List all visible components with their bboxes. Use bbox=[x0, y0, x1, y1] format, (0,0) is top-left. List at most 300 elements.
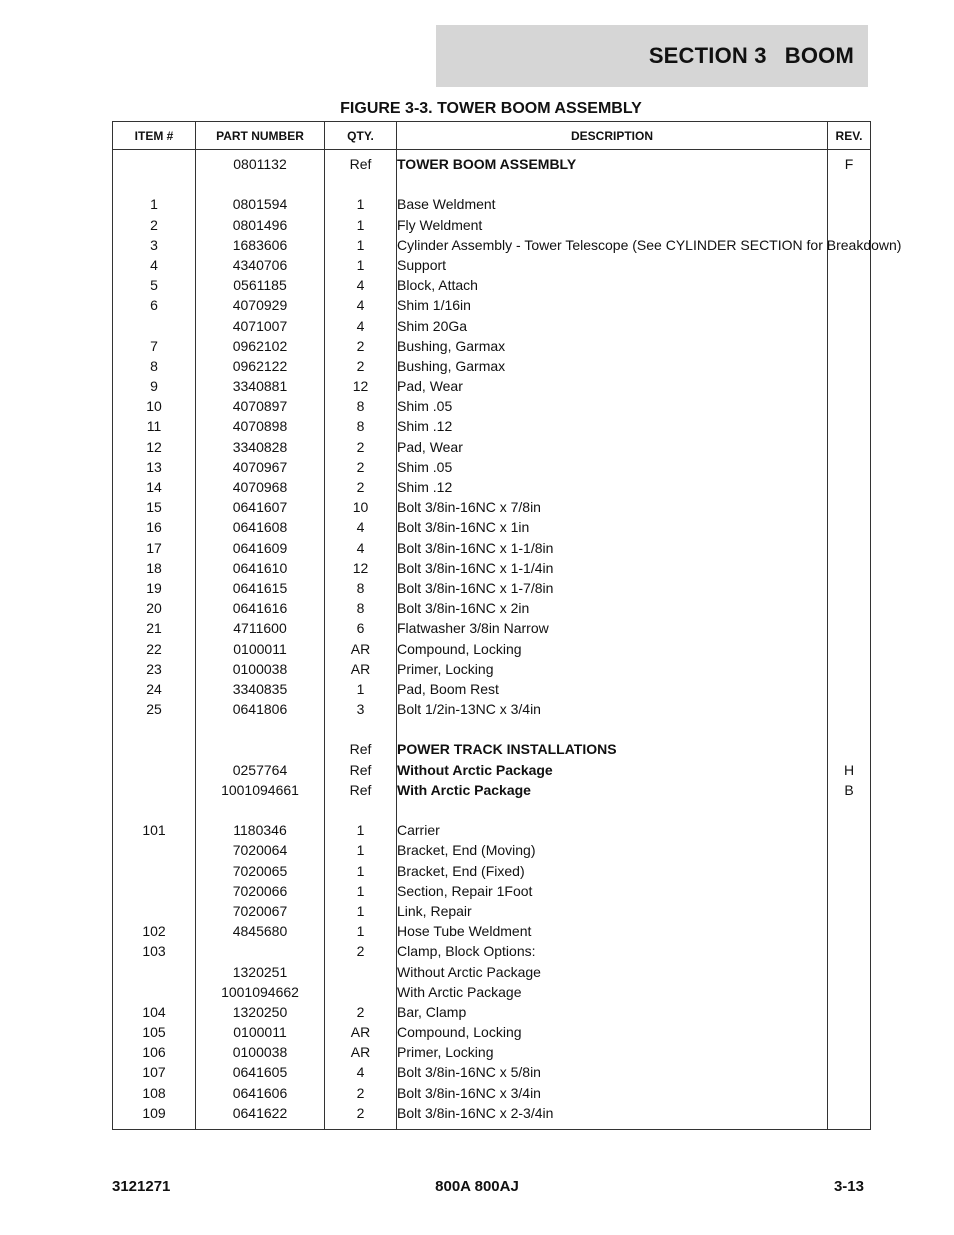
column-header-item: ITEM # bbox=[113, 122, 196, 150]
part-number-cell: 1320250 bbox=[196, 1004, 325, 1024]
revision-cell bbox=[828, 257, 871, 277]
table-row bbox=[113, 701, 871, 721]
quantity-cell: 4 bbox=[325, 1064, 397, 1084]
revision-cell bbox=[828, 560, 871, 580]
description-cell: Bolt 3/8in-16NC x 1-1/4in bbox=[397, 560, 828, 580]
table-row bbox=[113, 540, 871, 560]
part-number-cell: 3340828 bbox=[196, 439, 325, 459]
item-number-cell: 12 bbox=[113, 439, 196, 459]
table-row bbox=[113, 1085, 871, 1105]
table-row bbox=[113, 318, 871, 338]
item-number-cell: 20 bbox=[113, 600, 196, 620]
part-number-cell: 7020067 bbox=[196, 903, 325, 923]
table-row bbox=[113, 398, 871, 418]
revision-cell bbox=[828, 499, 871, 519]
description-cell: Shim .05 bbox=[397, 459, 828, 479]
part-number-cell: 0100038 bbox=[196, 1044, 325, 1064]
revision-cell bbox=[828, 721, 871, 741]
item-number-cell bbox=[113, 802, 196, 822]
table-row bbox=[113, 741, 871, 761]
parts-table bbox=[112, 121, 902, 1130]
table-row bbox=[113, 560, 871, 580]
item-number-cell: 3 bbox=[113, 237, 196, 257]
part-number-cell: 0641622 bbox=[196, 1105, 325, 1130]
table-row bbox=[113, 418, 871, 438]
quantity-cell: 2 bbox=[325, 1085, 397, 1105]
description-cell: Section, Repair 1Foot bbox=[397, 883, 828, 903]
table-row bbox=[113, 150, 871, 177]
table-row bbox=[113, 1024, 871, 1044]
quantity-cell: Ref bbox=[325, 782, 397, 802]
quantity-cell: 8 bbox=[325, 580, 397, 600]
table-row bbox=[113, 439, 871, 459]
description-cell: Bracket, End (Moving) bbox=[397, 842, 828, 862]
revision-cell bbox=[828, 277, 871, 297]
description-cell: Bolt 3/8in-16NC x 7/8in bbox=[397, 499, 828, 519]
quantity-cell: 4 bbox=[325, 297, 397, 317]
revision-cell bbox=[828, 580, 871, 600]
item-number-cell: 21 bbox=[113, 620, 196, 640]
table-row bbox=[113, 358, 871, 378]
item-number-cell bbox=[113, 984, 196, 1004]
table-row bbox=[113, 217, 871, 237]
part-number-cell: 0641606 bbox=[196, 1085, 325, 1105]
quantity-cell: 6 bbox=[325, 620, 397, 640]
table-row bbox=[113, 1004, 871, 1024]
part-number-cell: 1001094662 bbox=[196, 984, 325, 1004]
quantity-cell: 12 bbox=[325, 378, 397, 398]
table-row bbox=[113, 964, 871, 984]
table-row bbox=[113, 277, 871, 297]
quantity-cell: 1 bbox=[325, 196, 397, 216]
quantity-cell: 4 bbox=[325, 277, 397, 297]
quantity-cell: 1 bbox=[325, 237, 397, 257]
section-number: SECTION 3 bbox=[648, 43, 767, 68]
table-row bbox=[113, 257, 871, 277]
quantity-cell: 4 bbox=[325, 519, 397, 539]
table-row bbox=[113, 802, 871, 822]
description-cell: With Arctic Package bbox=[397, 984, 828, 1004]
quantity-cell: 8 bbox=[325, 600, 397, 620]
revision-cell bbox=[828, 984, 871, 1004]
revision-cell bbox=[828, 1024, 871, 1044]
item-number-cell: 8 bbox=[113, 358, 196, 378]
revision-cell bbox=[828, 519, 871, 539]
part-number-cell: 3340881 bbox=[196, 378, 325, 398]
item-number-cell: 109 bbox=[113, 1105, 196, 1130]
item-number-cell bbox=[113, 883, 196, 903]
item-number-cell bbox=[113, 762, 196, 782]
quantity-cell: Ref bbox=[325, 762, 397, 782]
quantity-cell: 1 bbox=[325, 257, 397, 277]
description-cell: Fly Weldment bbox=[397, 217, 828, 237]
part-number-cell bbox=[196, 176, 325, 196]
description-cell: Primer, Locking bbox=[397, 661, 828, 681]
item-number-cell: 106 bbox=[113, 1044, 196, 1064]
quantity-cell: 4 bbox=[325, 540, 397, 560]
revision-cell bbox=[828, 842, 871, 862]
revision-cell bbox=[828, 217, 871, 237]
revision-cell bbox=[828, 418, 871, 438]
quantity-cell: 2 bbox=[325, 338, 397, 358]
description-cell: Pad, Wear bbox=[397, 378, 828, 398]
description-cell: Link, Repair bbox=[397, 903, 828, 923]
part-number-cell bbox=[196, 741, 325, 761]
revision-cell bbox=[828, 479, 871, 499]
item-number-cell: 6 bbox=[113, 297, 196, 317]
part-number-cell: 4070967 bbox=[196, 459, 325, 479]
item-number-cell: 25 bbox=[113, 701, 196, 721]
item-number-cell bbox=[113, 863, 196, 883]
description-cell: Shim .05 bbox=[397, 398, 828, 418]
revision-cell bbox=[828, 802, 871, 822]
revision-cell bbox=[828, 459, 871, 479]
revision-cell bbox=[828, 338, 871, 358]
revision-cell bbox=[828, 822, 871, 842]
description-cell: Primer, Locking bbox=[397, 1044, 828, 1064]
quantity-cell: 1 bbox=[325, 681, 397, 701]
part-number-cell: 0641605 bbox=[196, 1064, 325, 1084]
part-number-cell: 1683606 bbox=[196, 237, 325, 257]
part-number-cell: 1180346 bbox=[196, 822, 325, 842]
item-number-cell: 105 bbox=[113, 1024, 196, 1044]
quantity-cell: 2 bbox=[325, 479, 397, 499]
item-number-cell: 101 bbox=[113, 822, 196, 842]
quantity-cell: 1 bbox=[325, 842, 397, 862]
part-number-cell: 4711600 bbox=[196, 620, 325, 640]
quantity-cell: Ref bbox=[325, 150, 397, 177]
revision-cell bbox=[828, 1064, 871, 1084]
revision-cell bbox=[828, 600, 871, 620]
description-cell: Pad, Wear bbox=[397, 439, 828, 459]
description-cell: Bolt 3/8in-16NC x 1-1/8in bbox=[397, 540, 828, 560]
table-row bbox=[113, 297, 871, 317]
item-number-cell: 13 bbox=[113, 459, 196, 479]
table-row bbox=[113, 459, 871, 479]
description-cell: Flatwasher 3/8in Narrow bbox=[397, 620, 828, 640]
quantity-cell: 4 bbox=[325, 318, 397, 338]
table-row bbox=[113, 762, 871, 782]
item-number-cell: 107 bbox=[113, 1064, 196, 1084]
description-cell: Support bbox=[397, 257, 828, 277]
part-number-cell: 1001094661 bbox=[196, 782, 325, 802]
quantity-cell bbox=[325, 802, 397, 822]
revision-cell bbox=[828, 1105, 871, 1130]
description-cell: Bushing, Garmax bbox=[397, 358, 828, 378]
table-row bbox=[113, 378, 871, 398]
revision-cell bbox=[828, 701, 871, 721]
table-row bbox=[113, 479, 871, 499]
revision-cell bbox=[828, 297, 871, 317]
description-cell: Shim 1/16in bbox=[397, 297, 828, 317]
item-number-cell: 24 bbox=[113, 681, 196, 701]
revision-cell bbox=[828, 1085, 871, 1105]
quantity-cell: 2 bbox=[325, 439, 397, 459]
revision-cell: H bbox=[828, 762, 871, 782]
part-number-cell: 3340835 bbox=[196, 681, 325, 701]
quantity-cell: 2 bbox=[325, 1105, 397, 1130]
quantity-cell bbox=[325, 176, 397, 196]
part-number-cell: 0257764 bbox=[196, 762, 325, 782]
description-cell: Bolt 3/8in-16NC x 1-7/8in bbox=[397, 580, 828, 600]
part-number-cell: 0100011 bbox=[196, 641, 325, 661]
item-number-cell bbox=[113, 964, 196, 984]
quantity-cell: 1 bbox=[325, 883, 397, 903]
part-number-cell: 0641608 bbox=[196, 519, 325, 539]
revision-cell bbox=[828, 620, 871, 640]
quantity-cell: 1 bbox=[325, 903, 397, 923]
item-number-cell: 18 bbox=[113, 560, 196, 580]
footer-publication-number: 3121271 bbox=[112, 1178, 171, 1195]
quantity-cell: 1 bbox=[325, 217, 397, 237]
part-number-cell: 4071007 bbox=[196, 318, 325, 338]
table-row bbox=[113, 883, 871, 903]
section-title: BOOM bbox=[784, 43, 854, 68]
description-cell: Shim 20Ga bbox=[397, 318, 828, 338]
item-number-cell bbox=[113, 842, 196, 862]
table-row bbox=[113, 176, 871, 196]
item-number-cell: 103 bbox=[113, 943, 196, 963]
part-number-cell bbox=[196, 943, 325, 963]
table-row bbox=[113, 822, 871, 842]
part-number-cell: 0641616 bbox=[196, 600, 325, 620]
part-number-cell: 0100011 bbox=[196, 1024, 325, 1044]
item-number-cell: 1 bbox=[113, 196, 196, 216]
item-number-cell bbox=[113, 782, 196, 802]
quantity-cell: 8 bbox=[325, 398, 397, 418]
table-row bbox=[113, 782, 871, 802]
revision-cell bbox=[828, 883, 871, 903]
table-row bbox=[113, 1105, 871, 1130]
table-row bbox=[113, 237, 871, 257]
quantity-cell: 10 bbox=[325, 499, 397, 519]
description-cell: Compound, Locking bbox=[397, 641, 828, 661]
item-number-cell: 23 bbox=[113, 661, 196, 681]
column-header-description: DESCRIPTION bbox=[397, 122, 828, 150]
revision-cell bbox=[828, 741, 871, 761]
description-cell: Bolt 3/8in-16NC x 3/4in bbox=[397, 1085, 828, 1105]
part-number-cell: 4845680 bbox=[196, 923, 325, 943]
description-cell: POWER TRACK INSTALLATIONS bbox=[397, 741, 828, 761]
description-cell: Shim .12 bbox=[397, 479, 828, 499]
item-number-cell: 14 bbox=[113, 479, 196, 499]
part-number-cell: 4070898 bbox=[196, 418, 325, 438]
item-number-cell: 4 bbox=[113, 257, 196, 277]
part-number-cell: 4070897 bbox=[196, 398, 325, 418]
description-cell: Carrier bbox=[397, 822, 828, 842]
item-number-cell: 2 bbox=[113, 217, 196, 237]
quantity-cell: 12 bbox=[325, 560, 397, 580]
item-number-cell: 11 bbox=[113, 418, 196, 438]
description-cell: Hose Tube Weldment bbox=[397, 923, 828, 943]
item-number-cell: 7 bbox=[113, 338, 196, 358]
quantity-cell: AR bbox=[325, 641, 397, 661]
revision-cell: F bbox=[828, 150, 871, 177]
part-number-cell: 4070929 bbox=[196, 297, 325, 317]
quantity-cell: 2 bbox=[325, 459, 397, 479]
revision-cell bbox=[828, 398, 871, 418]
table-row bbox=[113, 661, 871, 681]
item-number-cell bbox=[113, 176, 196, 196]
part-number-cell: 1320251 bbox=[196, 964, 325, 984]
part-number-cell: 0962122 bbox=[196, 358, 325, 378]
revision-cell bbox=[828, 863, 871, 883]
revision-cell bbox=[828, 903, 871, 923]
part-number-cell: 0561185 bbox=[196, 277, 325, 297]
table-header-row bbox=[113, 122, 871, 150]
quantity-cell: 2 bbox=[325, 1004, 397, 1024]
quantity-cell: 8 bbox=[325, 418, 397, 438]
item-number-cell bbox=[113, 903, 196, 923]
part-number-cell: 0801496 bbox=[196, 217, 325, 237]
quantity-cell: 2 bbox=[325, 943, 397, 963]
table-row bbox=[113, 923, 871, 943]
description-cell: Clamp, Block Options: bbox=[397, 943, 828, 963]
description-cell: Block, Attach bbox=[397, 277, 828, 297]
description-cell: Pad, Boom Rest bbox=[397, 681, 828, 701]
part-number-cell: 0641806 bbox=[196, 701, 325, 721]
revision-cell: B bbox=[828, 782, 871, 802]
description-cell: Shim .12 bbox=[397, 418, 828, 438]
item-number-cell bbox=[113, 318, 196, 338]
item-number-cell: 22 bbox=[113, 641, 196, 661]
part-number-cell: 0962102 bbox=[196, 338, 325, 358]
parts-table-body bbox=[113, 150, 902, 1130]
part-number-cell: 0100038 bbox=[196, 661, 325, 681]
table-row bbox=[113, 620, 871, 640]
footer-page-number: 3-13 bbox=[833, 1178, 864, 1195]
quantity-cell: AR bbox=[325, 1024, 397, 1044]
part-number-cell: 0641607 bbox=[196, 499, 325, 519]
part-number-cell: 0801132 bbox=[196, 150, 325, 177]
section-header bbox=[436, 25, 868, 87]
quantity-cell bbox=[325, 984, 397, 1004]
description-cell: Cylinder Assembly - Tower Telescope (See CYLINDER SECTION for Breakdown) bbox=[397, 237, 828, 257]
table-row bbox=[113, 863, 871, 883]
revision-cell bbox=[828, 661, 871, 681]
item-number-cell: 19 bbox=[113, 580, 196, 600]
description-cell bbox=[397, 176, 828, 196]
revision-cell bbox=[828, 641, 871, 661]
part-number-cell: 4070968 bbox=[196, 479, 325, 499]
item-number-cell: 102 bbox=[113, 923, 196, 943]
quantity-cell: 2 bbox=[325, 358, 397, 378]
quantity-cell: Ref bbox=[325, 741, 397, 761]
item-number-cell: 15 bbox=[113, 499, 196, 519]
table-row bbox=[113, 499, 871, 519]
description-cell: Without Arctic Package bbox=[397, 762, 828, 782]
description-cell: Bolt 3/8in-16NC x 1in bbox=[397, 519, 828, 539]
revision-cell bbox=[828, 923, 871, 943]
part-number-cell: 0641615 bbox=[196, 580, 325, 600]
description-cell bbox=[397, 802, 828, 822]
table-row bbox=[113, 681, 871, 701]
column-header-part-number: PART NUMBER bbox=[196, 122, 325, 150]
part-number-cell bbox=[196, 802, 325, 822]
description-cell: Without Arctic Package bbox=[397, 964, 828, 984]
table-row bbox=[113, 984, 871, 1004]
item-number-cell bbox=[113, 150, 196, 177]
quantity-cell bbox=[325, 964, 397, 984]
table-row bbox=[113, 641, 871, 661]
revision-cell bbox=[828, 176, 871, 196]
revision-cell bbox=[828, 358, 871, 378]
description-cell: With Arctic Package bbox=[397, 782, 828, 802]
description-cell: Bar, Clamp bbox=[397, 1004, 828, 1024]
part-number-cell: 7020064 bbox=[196, 842, 325, 862]
revision-cell bbox=[828, 943, 871, 963]
description-cell: Bushing, Garmax bbox=[397, 338, 828, 358]
revision-cell bbox=[828, 681, 871, 701]
description-cell: Bolt 3/8in-16NC x 5/8in bbox=[397, 1064, 828, 1084]
revision-cell bbox=[828, 378, 871, 398]
part-number-cell: 4340706 bbox=[196, 257, 325, 277]
part-number-cell: 0801594 bbox=[196, 196, 325, 216]
quantity-cell: 1 bbox=[325, 923, 397, 943]
revision-cell bbox=[828, 196, 871, 216]
revision-cell bbox=[828, 439, 871, 459]
revision-cell bbox=[828, 1004, 871, 1024]
item-number-cell: 5 bbox=[113, 277, 196, 297]
column-header-rev: REV. bbox=[828, 122, 871, 150]
item-number-cell: 108 bbox=[113, 1085, 196, 1105]
description-cell bbox=[397, 721, 828, 741]
table-row bbox=[113, 196, 871, 216]
quantity-cell: 1 bbox=[325, 822, 397, 842]
item-number-cell: 9 bbox=[113, 378, 196, 398]
table-row bbox=[113, 580, 871, 600]
description-cell: TOWER BOOM ASSEMBLY bbox=[397, 150, 828, 177]
quantity-cell bbox=[325, 721, 397, 741]
item-number-cell bbox=[113, 741, 196, 761]
part-number-cell: 7020066 bbox=[196, 883, 325, 903]
description-cell: Bolt 1/2in-13NC x 3/4in bbox=[397, 701, 828, 721]
quantity-cell: 1 bbox=[325, 863, 397, 883]
quantity-cell: AR bbox=[325, 1044, 397, 1064]
item-number-cell bbox=[113, 721, 196, 741]
part-number-cell: 0641610 bbox=[196, 560, 325, 580]
quantity-cell: AR bbox=[325, 661, 397, 681]
column-header-qty: QTY. bbox=[325, 122, 397, 150]
quantity-cell: 3 bbox=[325, 701, 397, 721]
table-row bbox=[113, 721, 871, 741]
description-cell: Bolt 3/8in-16NC x 2-3/4in bbox=[397, 1105, 828, 1130]
table-row bbox=[113, 519, 871, 539]
part-number-cell bbox=[196, 721, 325, 741]
figure-title: FIGURE 3-3. TOWER BOOM ASSEMBLY bbox=[340, 100, 642, 117]
table-row bbox=[113, 842, 871, 862]
description-cell: Bracket, End (Fixed) bbox=[397, 863, 828, 883]
item-number-cell: 16 bbox=[113, 519, 196, 539]
footer-model: 800A 800AJ bbox=[435, 1178, 519, 1195]
table-row bbox=[113, 1064, 871, 1084]
table-row bbox=[113, 1044, 871, 1064]
revision-cell bbox=[828, 1044, 871, 1064]
table-row bbox=[113, 600, 871, 620]
table-row bbox=[113, 903, 871, 923]
item-number-cell: 10 bbox=[113, 398, 196, 418]
item-number-cell: 17 bbox=[113, 540, 196, 560]
revision-cell bbox=[828, 540, 871, 560]
description-cell: Bolt 3/8in-16NC x 2in bbox=[397, 600, 828, 620]
description-cell: Compound, Locking bbox=[397, 1024, 828, 1044]
table-row bbox=[113, 338, 871, 358]
part-number-cell: 0641609 bbox=[196, 540, 325, 560]
part-number-cell: 7020065 bbox=[196, 863, 325, 883]
revision-cell bbox=[828, 318, 871, 338]
item-number-cell: 104 bbox=[113, 1004, 196, 1024]
revision-cell bbox=[828, 964, 871, 984]
